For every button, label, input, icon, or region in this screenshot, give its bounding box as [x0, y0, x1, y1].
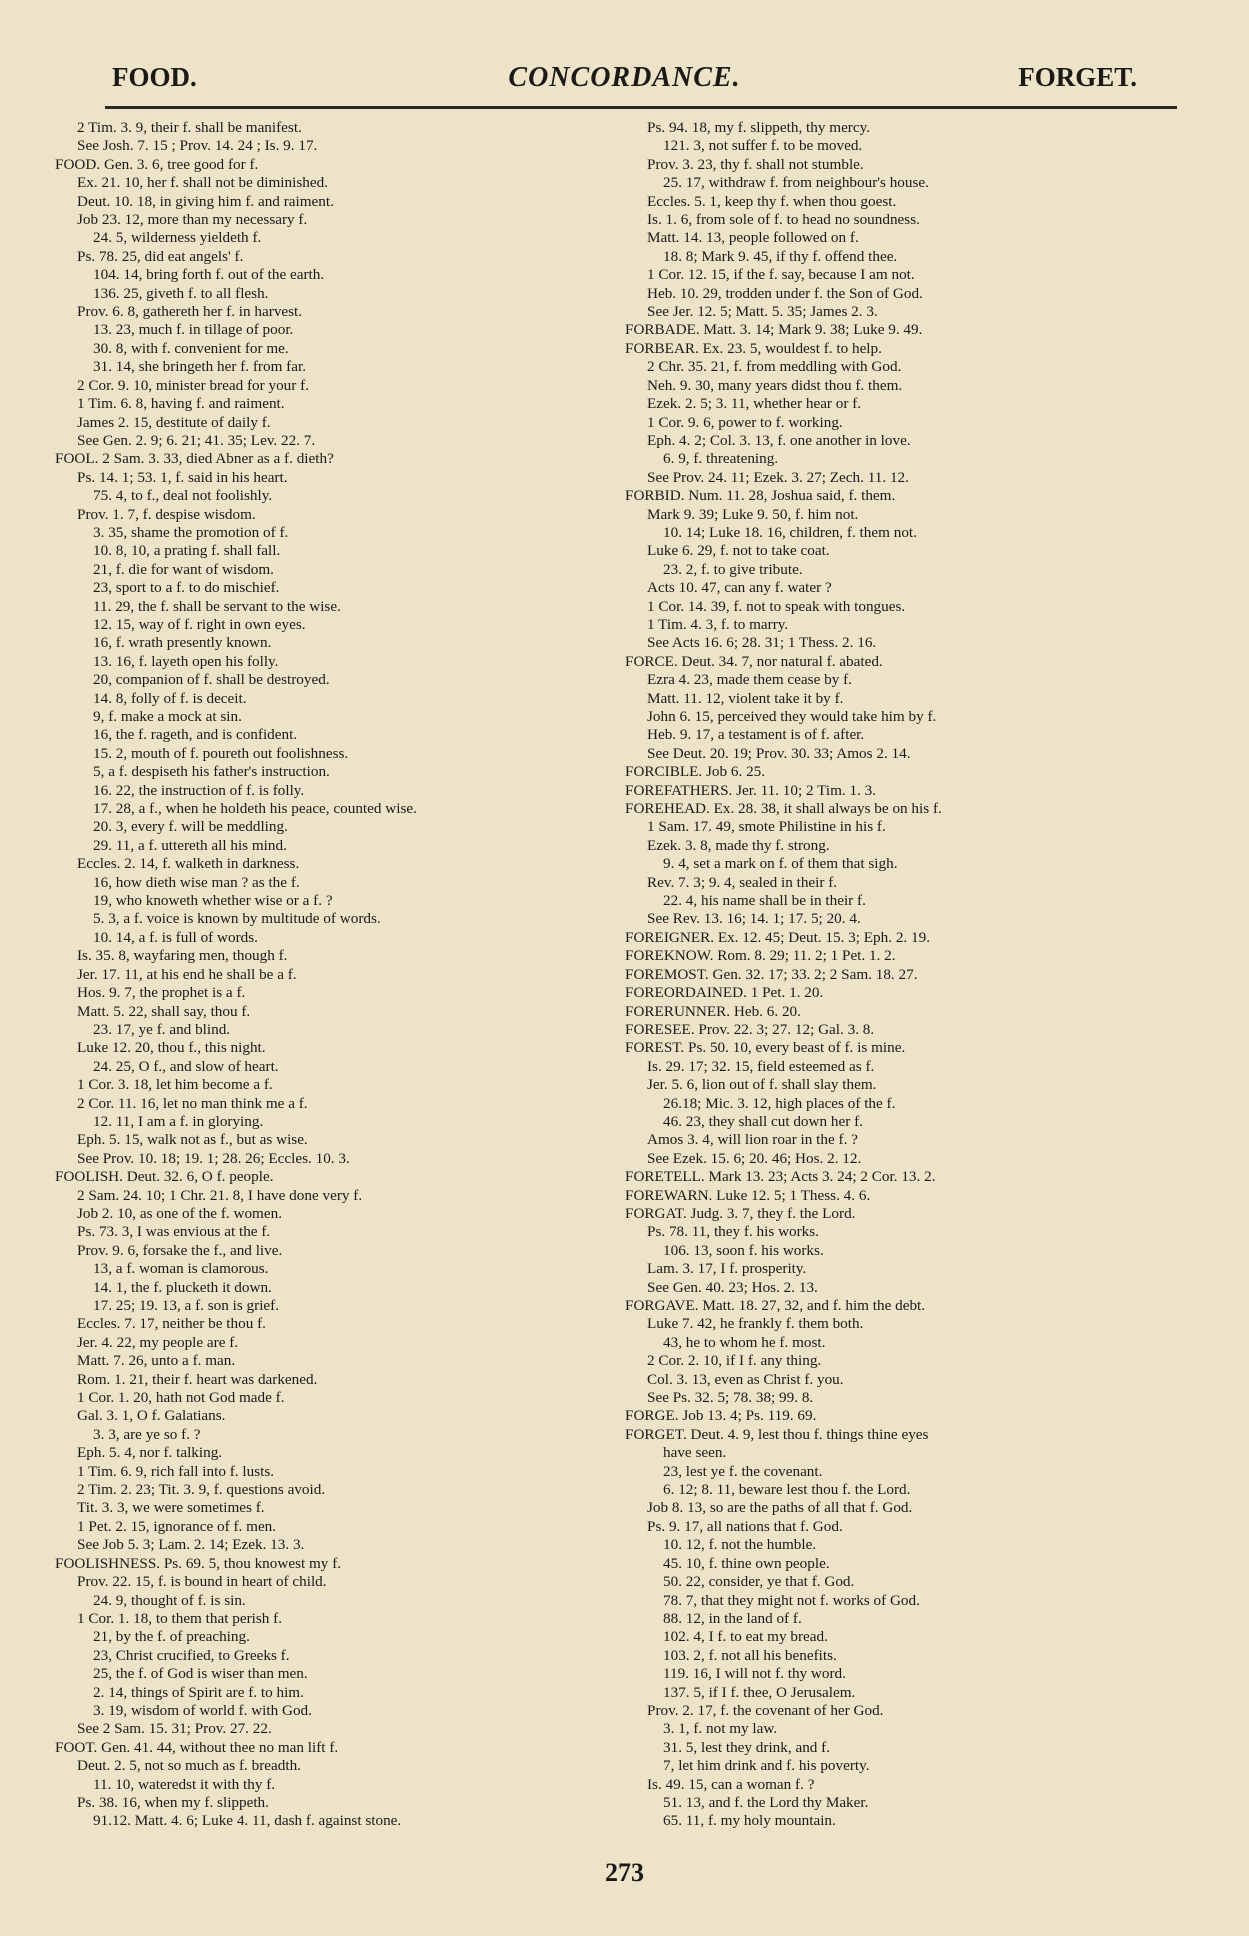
concordance-line: Jer. 5. 6, lion out of f. shall slay them.: [647, 1076, 877, 1094]
concordance-line: 16, f. wrath presently known.: [93, 634, 272, 652]
concordance-line: Ps. 9. 17, all nations that f. God.: [647, 1517, 843, 1535]
concordance-line: 121. 3, not suffer f. to be moved.: [663, 137, 863, 155]
concordance-line: See Gen. 2. 9; 6. 21; 41. 35; Lev. 22. 7.: [77, 431, 316, 449]
concordance-line: 24. 25, O f., and slow of heart.: [93, 1057, 279, 1075]
concordance-line: 17. 28, a f., when he holdeth his peace, counted wise.: [93, 800, 417, 818]
concordance-line: 2 Cor. 2. 10, if I f. any thing.: [647, 1352, 822, 1370]
concordance-line: 1 Tim. 4. 3, f. to marry.: [647, 615, 789, 633]
concordance-line: 9. 4, set a mark on f. of them that sigh.: [663, 855, 898, 873]
concordance-line: 24. 5, wilderness yieldeth f.: [93, 229, 262, 247]
concordance-line: 20, companion of f. shall be destroyed.: [93, 671, 330, 689]
concordance-line: Luke 6. 29, f. not to take coat.: [647, 542, 830, 560]
running-header: [0, 62, 1249, 108]
concordance-line: See Prov. 10. 18; 19. 1; 28. 26; Eccles. 10. 3.: [77, 1149, 350, 1167]
headword-entry: FORBEAR. Ex. 23. 5, wouldest f. to help.: [625, 339, 882, 357]
concordance-line: Eccles. 2. 14, f. walketh in darkness.: [77, 855, 300, 873]
concordance-line: 16, the f. rageth, and is confident.: [93, 726, 298, 744]
concordance-line: 10. 14; Luke 18. 16, children, f. them not.: [663, 523, 917, 541]
concordance-line: 3. 19, wisdom of world f. with God.: [93, 1701, 312, 1719]
concordance-line: Mark 9. 39; Luke 9. 50, f. him not.: [647, 505, 859, 523]
concordance-line: Ps. 73. 3, I was envious at the f.: [77, 1223, 271, 1241]
concordance-line: 1 Cor. 1. 20, hath not God made f.: [77, 1389, 285, 1407]
concordance-line: Ps. 94. 18, my f. slippeth, thy mercy.: [647, 119, 871, 136]
concordance-line: Matt. 7. 26, unto a f. man.: [77, 1352, 236, 1370]
concordance-line: 16. 22, the instruction of f. is folly.: [93, 781, 305, 799]
concordance-line: Acts 10. 47, can any f. water ?: [647, 579, 832, 597]
headword-entry: FOREFATHERS. Jer. 11. 10; 2 Tim. 1. 3.: [625, 781, 877, 799]
concordance-line: Is. 49. 15, can a woman f. ?: [647, 1775, 815, 1793]
header-rule: [105, 106, 1177, 109]
concordance-line: See Rev. 13. 16; 14. 1; 17. 5; 20. 4.: [647, 910, 861, 928]
concordance-line: 14. 8, folly of f. is deceit.: [93, 689, 247, 707]
concordance-line: Job 23. 12, more than my necessary f.: [77, 211, 308, 229]
concordance-line: 6. 12; 8. 11, beware lest thou f. the Lord.: [663, 1481, 911, 1499]
headword-entry: FORESEE. Prov. 22. 3; 27. 12; Gal. 3. 8.: [625, 1020, 875, 1038]
concordance-line: Prov. 3. 23, thy f. shall not stumble.: [647, 155, 864, 173]
headword-entry: FORETELL. Mark 13. 23; Acts 3. 24; 2 Cor. 13. 2.: [625, 1168, 936, 1186]
headword-entry: FOREMOST. Gen. 32. 17; 33. 2; 2 Sam. 18. 27.: [625, 965, 918, 983]
concordance-line: 103. 2, f. not all his benefits.: [663, 1646, 837, 1664]
concordance-line: 12. 15, way of f. right in own eyes.: [93, 615, 306, 633]
concordance-line: See Jer. 12. 5; Matt. 5. 35; James 2. 3.: [647, 303, 878, 321]
concordance-line: Deut. 10. 18, in giving him f. and raiment.: [77, 192, 334, 210]
headword-entry: FOREWARN. Luke 12. 5; 1 Thess. 4. 6.: [625, 1186, 871, 1204]
concordance-line: 10. 12, f. not the humble.: [663, 1536, 817, 1554]
headword-entry: FORERUNNER. Heb. 6. 20.: [625, 1002, 801, 1020]
concordance-line: 1 Sam. 17. 49, smote Philistine in his f.: [647, 818, 886, 836]
concordance-line: See 2 Sam. 15. 31; Prov. 27. 22.: [77, 1720, 272, 1738]
concordance-line: Eph. 5. 4, nor f. talking.: [77, 1444, 223, 1462]
right-column: [625, 119, 1180, 1831]
concordance-line: 106. 13, soon f. his works.: [663, 1241, 824, 1259]
concordance-line: Amos 3. 4, will lion roar in the f. ?: [647, 1131, 858, 1149]
concordance-line: Rev. 7. 3; 9. 4, sealed in their f.: [647, 873, 838, 891]
concordance-line: 75. 4, to f., deal not foolishly.: [93, 487, 273, 505]
concordance-line: Ps. 38. 16, when my f. slippeth.: [77, 1793, 269, 1811]
concordance-line: Ps. 78. 11, they f. his works.: [647, 1223, 819, 1241]
concordance-line: Deut. 2. 5, not so much as f. breadth.: [77, 1757, 301, 1775]
concordance-line: 43, he to whom he f. most.: [663, 1333, 826, 1351]
header-first-word: FOOD.: [112, 62, 197, 92]
concordance-line: 10. 14, a f. is full of words.: [93, 928, 258, 946]
concordance-line: Prov. 22. 15, f. is bound in heart of child.: [77, 1573, 327, 1591]
concordance-line: 78. 7, that they might not f. works of God.: [663, 1591, 920, 1609]
concordance-line: 102. 4, I f. to eat my bread.: [663, 1628, 828, 1646]
headword-entry: FORCE. Deut. 34. 7, nor natural f. abated.: [625, 652, 883, 670]
concordance-line: Rom. 1. 21, their f. heart was darkened.: [77, 1370, 318, 1388]
concordance-line: Eph. 5. 15, walk not as f., but as wise.: [77, 1131, 308, 1149]
concordance-line: 23. 2, f. to give tribute.: [663, 560, 803, 578]
headword-entry: FOOD. Gen. 3. 6, tree good for f.: [55, 155, 259, 173]
concordance-line: 1 Cor. 3. 18, let him become a f.: [77, 1076, 273, 1094]
headword-entry: FOREKNOW. Rom. 8. 29; 11. 2; 1 Pet. 1. 2.: [625, 947, 896, 965]
concordance-line: 31. 5, lest they drink, and f.: [663, 1738, 831, 1756]
concordance-line: See Deut. 20. 19; Prov. 30. 33; Amos 2. 14.: [647, 744, 911, 762]
headword-entry: FOOT. Gen. 41. 44, without thee no man lift f.: [55, 1738, 339, 1756]
concordance-line: 2 Cor. 11. 16, let no man think me a f.: [77, 1094, 308, 1112]
concordance-line: 46. 23, they shall cut down her f.: [663, 1112, 863, 1130]
concordance-line: 1 Cor. 14. 39, f. not to speak with tongues.: [647, 597, 906, 615]
concordance-line: 22. 4, his name shall be in their f.: [663, 892, 866, 910]
concordance-line: 136. 25, giveth f. to all flesh.: [93, 284, 269, 302]
concordance-line: 14. 1, the f. plucketh it down.: [93, 1278, 272, 1296]
concordance-line: 9, f. make a mock at sin.: [93, 708, 242, 725]
concordance-line: 2 Sam. 24. 10; 1 Chr. 21. 8, I have done very f.: [77, 1186, 363, 1204]
concordance-line: Ezra 4. 23, made them cease by f.: [647, 671, 852, 689]
concordance-line: Tit. 3. 3, we were sometimes f.: [77, 1499, 265, 1517]
concordance-line: 21, by the f. of preaching.: [93, 1628, 250, 1646]
concordance-line: 17. 25; 19. 13, a f. son is grief.: [93, 1297, 280, 1314]
concordance-line: Job 2. 10, as one of the f. women.: [77, 1204, 282, 1222]
concordance-line: Is. 1. 6, from sole of f. to head no soundness.: [647, 211, 920, 229]
concordance-line: 2 Tim. 3. 9, their f. shall be manifest.: [77, 119, 302, 136]
concordance-line: Prov. 1. 7, f. despise wisdom.: [77, 505, 256, 523]
concordance-line: 51. 13, and f. the Lord thy Maker.: [663, 1793, 869, 1811]
concordance-line: 1 Pet. 2. 15, ignorance of f. men.: [77, 1517, 277, 1535]
page-number: 273: [605, 1858, 644, 1887]
concordance-line: Ex. 21. 10, her f. shall not be diminished.: [77, 174, 328, 192]
headword-entry: FOOLISHNESS. Ps. 69. 5, thou knowest my f.: [55, 1554, 342, 1572]
concordance-line: 1 Tim. 6. 9, rich fall into f. lusts.: [77, 1462, 275, 1480]
headword-entry: FORGAT. Judg. 3. 7, they f. the Lord.: [625, 1204, 856, 1222]
concordance-line: Is. 29. 17; 32. 15, field esteemed as f.: [647, 1057, 875, 1075]
concordance-line: Is. 35. 8, wayfaring men, though f.: [77, 947, 288, 965]
concordance-line: 21, f. die for want of wisdom.: [93, 560, 274, 578]
concordance-line: 23, sport to a f. to do mischief.: [93, 579, 280, 597]
concordance-line: 13. 23, much f. in tillage of poor.: [93, 321, 294, 339]
concordance-line: 30. 8, with f. convenient for me.: [93, 339, 289, 357]
headword-entry: FOREHEAD. Ex. 28. 38, it shall always be on his f.: [625, 800, 942, 818]
concordance-line: 24. 9, thought of f. is sin.: [93, 1591, 246, 1609]
concordance-line: 65. 11, f. my holy mountain.: [663, 1812, 836, 1830]
concordance-line: See Josh. 7. 15 ; Prov. 14. 24 ; Is. 9. 17.: [77, 137, 318, 155]
headword-entry: FORGET. Deut. 4. 9, lest thou f. things thine eyes: [625, 1425, 929, 1443]
concordance-line: 26.18; Mic. 3. 12, high places of the f.: [663, 1094, 896, 1112]
headword-entry: FORGE. Job 13. 4; Ps. 119. 69.: [625, 1407, 817, 1425]
headword-entry: FOOLISH. Deut. 32. 6, O f. people.: [55, 1168, 274, 1186]
concordance-line: 50. 22, consider, ye that f. God.: [663, 1573, 855, 1591]
headword-entry: FOREIGNER. Ex. 12. 45; Deut. 15. 3; Eph. 2. 19.: [625, 928, 931, 946]
concordance-line: 2 Cor. 9. 10, minister bread for your f.: [77, 376, 309, 394]
concordance-line: Hos. 9. 7, the prophet is a f.: [77, 984, 246, 1002]
concordance-line: 6. 9, f. threatening.: [663, 450, 779, 468]
concordance-line: See Ps. 32. 5; 78. 38; 99. 8.: [647, 1389, 814, 1407]
headword-entry: FORCIBLE. Job 6. 25.: [625, 763, 766, 781]
concordance-line: 29. 11, a f. uttereth all his mind.: [93, 836, 287, 854]
concordance-line: Lam. 3. 17, I f. prosperity.: [647, 1260, 807, 1278]
headword-entry: FORBADE. Matt. 3. 14; Mark 9. 38; Luke 9. 49.: [625, 321, 923, 339]
concordance-line: 7, let him drink and f. his poverty.: [663, 1757, 870, 1775]
concordance-line: 1 Cor. 12. 15, if the f. say, because I am not.: [647, 266, 915, 284]
concordance-line: See Acts 16. 6; 28. 31; 1 Thess. 2. 16.: [647, 634, 877, 652]
concordance-line: 1 Cor. 1. 18, to them that perish f.: [77, 1609, 283, 1627]
concordance-line: Jer. 17. 11, at his end he shall be a f.: [77, 965, 297, 983]
concordance-line: Prov. 9. 6, forsake the f., and live.: [77, 1241, 283, 1259]
headword-entry: FOREORDAINED. 1 Pet. 1. 20.: [625, 984, 824, 1002]
concordance-line: 25. 17, withdraw f. from neighbour's house.: [663, 174, 929, 192]
concordance-line: Ezek. 2. 5; 3. 11, whether hear or f.: [647, 395, 862, 413]
concordance-line: Prov. 6. 8, gathereth her f. in harvest.: [77, 303, 303, 321]
concordance-line: 45. 10, f. thine own people.: [663, 1554, 830, 1572]
headword-entry: FOOL. 2 Sam. 3. 33, died Abner as a f. dieth?: [55, 450, 334, 468]
concordance-line: have seen.: [663, 1444, 727, 1462]
concordance-line: 5. 3, a f. voice is known by multitude of words.: [93, 910, 381, 928]
concordance-line: 18. 8; Mark 9. 45, if thy f. offend thee.: [663, 247, 898, 265]
concordance-line: Job 8. 13, so are the paths of all that f. God.: [647, 1499, 913, 1517]
concordance-line: 88. 12, in the land of f.: [663, 1609, 802, 1627]
concordance-line: Matt. 11. 12, violent take it by f.: [647, 689, 844, 707]
concordance-line: 15. 2, mouth of f. poureth out foolishness.: [93, 744, 349, 762]
concordance-line: 19, who knoweth whether wise or a f. ?: [93, 892, 333, 910]
concordance-line: 13. 16, f. layeth open his folly.: [93, 652, 279, 670]
concordance-line: 5, a f. despiseth his father's instruction.: [93, 763, 330, 781]
headword-entry: FORBID. Num. 11. 28, Joshua said, f. them.: [625, 487, 896, 505]
concordance-line: 16, how dieth wise man ? as the f.: [93, 873, 300, 891]
concordance-line: 31. 14, she bringeth her f. from far.: [93, 358, 306, 376]
concordance-line: 11. 29, the f. shall be servant to the wise.: [93, 597, 341, 615]
concordance-line: Eccles. 5. 1, keep thy f. when thou goest.: [647, 192, 897, 210]
concordance-line: Luke 7. 42, he frankly f. them both.: [647, 1315, 864, 1333]
concordance-line: Luke 12. 20, thou f., this night.: [77, 1039, 266, 1057]
concordance-line: 23, lest ye f. the covenant.: [663, 1462, 823, 1480]
concordance-line: 1 Cor. 9. 6, power to f. working.: [647, 413, 843, 431]
concordance-line: 13, a f. woman is clamorous.: [93, 1260, 269, 1278]
concordance-line: 119. 16, I will not f. thy word.: [663, 1665, 846, 1683]
concordance-line: Neh. 9. 30, many years didst thou f. them.: [647, 376, 903, 394]
concordance-line: Prov. 2. 17, f. the covenant of her God.: [647, 1701, 884, 1719]
headword-entry: FOREST. Ps. 50. 10, every beast of f. is mine.: [625, 1039, 906, 1057]
concordance-line: See Prov. 24. 11; Ezek. 3. 27; Zech. 11. 12.: [647, 468, 909, 486]
concordance-line: 10. 8, 10, a prating f. shall fall.: [93, 542, 281, 560]
concordance-line: Heb. 10. 29, trodden under f. the Son of God.: [647, 284, 923, 302]
header-last-word: FORGET.: [1018, 62, 1137, 92]
concordance-line: 2 Chr. 35. 21, f. from meddling with God.: [647, 358, 902, 376]
concordance-line: Ezek. 3. 8, made thy f. strong.: [647, 836, 830, 854]
concordance-line: 23, Christ crucified, to Greeks f.: [93, 1646, 290, 1664]
concordance-line: 1 Tim. 6. 8, having f. and raiment.: [77, 395, 285, 413]
concordance-line: 3. 35, shame the promotion of f.: [93, 523, 289, 541]
concordance-line: 104. 14, bring forth f. out of the earth.: [93, 266, 325, 284]
header-title: CONCORDANCE.: [508, 62, 741, 93]
concordance-line: Col. 3. 13, even as Christ f. you.: [647, 1370, 844, 1388]
left-column: [55, 119, 595, 1831]
concordance-line: Matt. 14. 13, people followed on f.: [647, 229, 859, 247]
concordance-line: 20. 3, every f. will be meddling.: [93, 818, 288, 836]
concordance-line: 25, the f. of God is wiser than men.: [93, 1665, 308, 1683]
concordance-line: Eph. 4. 2; Col. 3. 13, f. one another in love.: [647, 431, 911, 449]
concordance-line: 91.12. Matt. 4. 6; Luke 4. 11, dash f. against stone.: [93, 1812, 402, 1830]
concordance-line: Gal. 3. 1, O f. Galatians.: [77, 1407, 226, 1425]
concordance-line: Eccles. 7. 17, neither be thou f.: [77, 1315, 266, 1333]
concordance-line: 23. 17, ye f. and blind.: [93, 1020, 231, 1038]
concordance-line: John 6. 15, perceived they would take him by f.: [647, 708, 937, 725]
concordance-line: See Gen. 40. 23; Hos. 2. 13.: [647, 1278, 818, 1296]
concordance-line: 3. 3, are ye so f. ?: [93, 1425, 201, 1443]
concordance-line: 2. 14, things of Spirit are f. to him.: [93, 1683, 304, 1701]
concordance-line: James 2. 15, destitute of daily f.: [77, 413, 271, 431]
concordance-line: Heb. 9. 17, a testament is of f. after.: [647, 726, 865, 744]
concordance-line: See Job 5. 3; Lam. 2. 14; Ezek. 13. 3.: [77, 1536, 305, 1554]
concordance-line: See Ezek. 15. 6; 20. 46; Hos. 2. 12.: [647, 1149, 862, 1167]
concordance-line: Matt. 5. 22, shall say, thou f.: [77, 1002, 251, 1020]
concordance-line: 2 Tim. 2. 23; Tit. 3. 9, f. questions avoid.: [77, 1481, 326, 1499]
concordance-line: Ps. 78. 25, did eat angels' f.: [77, 247, 244, 265]
concordance-line: 137. 5, if I f. thee, O Jerusalem.: [663, 1683, 856, 1701]
concordance-line: 12. 11, I am a f. in glorying.: [93, 1112, 264, 1130]
concordance-line: Ps. 14. 1; 53. 1, f. said in his heart.: [77, 468, 288, 486]
headword-entry: FORGAVE. Matt. 18. 27, 32, and f. him the debt.: [625, 1297, 926, 1314]
concordance-line: 11. 10, wateredst it with thy f.: [93, 1775, 276, 1793]
concordance-line: 3. 1, f. not my law.: [663, 1720, 778, 1738]
concordance-line: Jer. 4. 22, my people are f.: [77, 1333, 239, 1351]
